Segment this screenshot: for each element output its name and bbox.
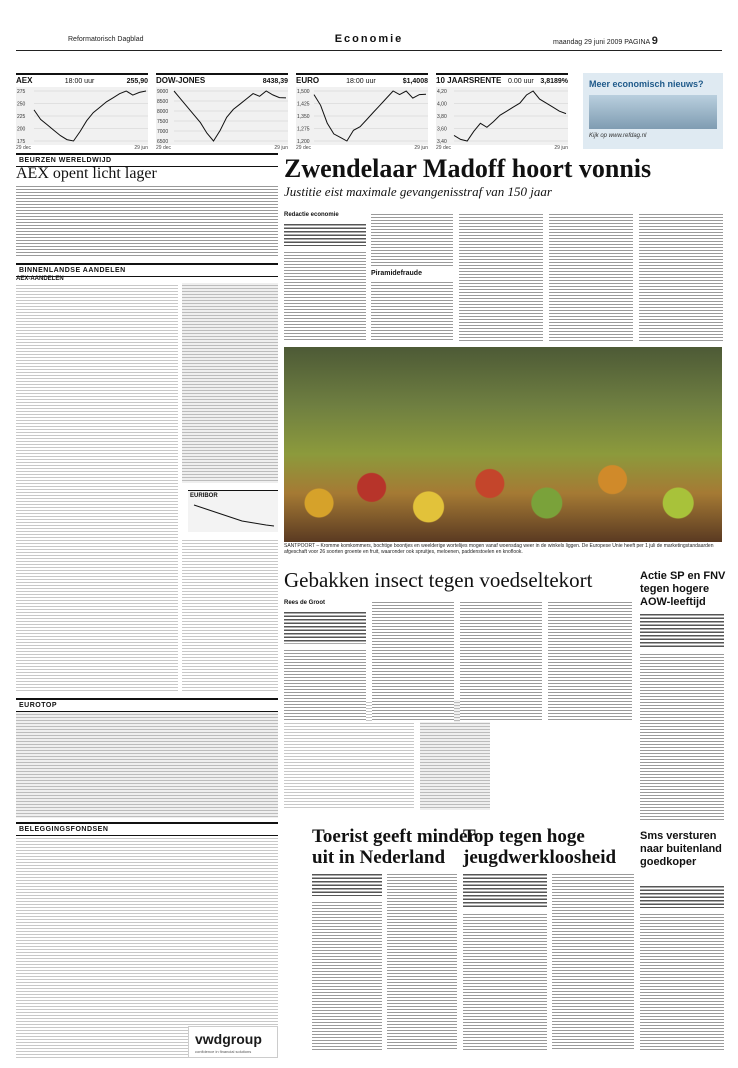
main-col-3 xyxy=(459,212,543,342)
eurotop-table xyxy=(16,712,278,818)
table-title-binnenland: BINNENLANDSE AANDELEN xyxy=(16,263,278,277)
chart-aex-x-end: 29 jun xyxy=(134,145,148,151)
y-tick-label: 225 xyxy=(17,114,26,120)
y-tick-label: 3,80 xyxy=(437,114,447,120)
funds-table xyxy=(16,836,278,1058)
ad-image xyxy=(589,95,717,129)
photo-caption: SANTPOORT – Kromme komkommers, bochtige boontjes en weelderige wortelijes mogen vanaf woensdag weer in de winkels liggen. De Europese Unie heeft per 1 juli de marketingstandaarden afgeschaft voor 26 soorten groente en fruit, waaronder ook spruitjes, meloenen, paddenstoelen en knoflook. xyxy=(284,543,714,555)
toerist-col-2 xyxy=(387,872,457,1050)
issue-date: maandag 29 juni 2009 xyxy=(553,39,623,46)
chart-euro-time: 18:00 uur xyxy=(346,78,376,85)
y-tick-label: 1,425 xyxy=(297,101,310,108)
aex-article-text xyxy=(16,184,278,256)
main-col-5 xyxy=(639,212,723,342)
euribor-chart xyxy=(188,490,278,532)
date-page xyxy=(553,35,658,47)
acte-lead xyxy=(640,612,724,648)
sms-lead xyxy=(640,884,724,908)
main-subheadline: Justitie eist maximale gevangenisstraf van 150 jaar xyxy=(284,184,552,199)
euribor-line xyxy=(188,491,278,533)
chart-aex-x-start: 29 dec xyxy=(16,145,32,151)
aex-headline: AEX opent licht lager xyxy=(16,165,157,182)
acte-headline: Actie SP en FNV tegen hogere AOW-leeftijd xyxy=(640,570,726,608)
y-tick-label: 4,20 xyxy=(437,89,447,95)
chart-aex xyxy=(16,73,148,149)
main-lead xyxy=(284,222,366,246)
stock-table-left xyxy=(16,283,178,693)
chart-aex-value: 255,90 xyxy=(126,78,148,85)
chart-rente xyxy=(436,73,568,149)
chart-euro-x-start: 29 dec xyxy=(296,145,312,151)
chart-rente-plot xyxy=(436,87,568,145)
vwd-ad[interactable] xyxy=(188,1026,278,1058)
y-tick-label: 250 xyxy=(17,101,26,108)
chart-rente-x-end: 29 jun xyxy=(554,145,568,151)
page-label: PAGINA xyxy=(624,39,650,46)
y-tick-label: 7000 xyxy=(157,129,169,135)
chart-dow-name: DOW-JONES xyxy=(156,76,206,85)
gebak-col-2 xyxy=(372,600,454,722)
chart-aex-plot xyxy=(16,87,148,145)
top-col-1 xyxy=(463,912,547,1050)
chart-euro-value: $1,4008 xyxy=(402,78,428,85)
chart-dow xyxy=(156,73,288,149)
chart-dow-x-start: 29 dec xyxy=(156,145,172,151)
y-tick-label: 1,275 xyxy=(297,126,310,133)
y-tick-label: 8000 xyxy=(157,109,169,115)
masthead-rule xyxy=(16,50,722,51)
ad-title: Meer economisch nieuws? xyxy=(589,79,704,89)
stock-table-right xyxy=(182,283,278,483)
acte-col xyxy=(640,652,724,822)
chart-dow-plot xyxy=(156,87,288,145)
top-lead xyxy=(463,872,547,908)
y-tick-label: 3,40 xyxy=(437,139,447,145)
gebak-lead xyxy=(284,610,366,644)
y-tick-label: 200 xyxy=(17,126,26,133)
gebak-headline: Gebakken insect tegen voedseltekort xyxy=(284,568,593,592)
box-title: Piramidefraude xyxy=(371,270,422,277)
toerist-headline: Toerist geeft minder uit in Nederland xyxy=(312,826,476,868)
y-tick-label: 175 xyxy=(17,139,26,145)
main-col-1 xyxy=(284,250,366,342)
section-bar-beurzen: BEURZEN WERELDWIJD xyxy=(16,153,278,167)
sms-col xyxy=(640,912,724,1050)
chart-dow-value: 8438,39 xyxy=(262,78,288,85)
sms-headline: Sms versturen naar buitenland goedkoper xyxy=(640,830,722,868)
y-tick-label: 3,60 xyxy=(437,126,447,133)
y-tick-label: 7500 xyxy=(157,119,169,125)
chart-aex-time: 18:00 uur xyxy=(64,78,95,85)
y-tick-label: 9000 xyxy=(157,89,169,95)
gebak-col-3 xyxy=(460,600,542,722)
table-section-aex: AEX-AANDELEN xyxy=(16,276,64,282)
ad-link[interactable]: Kijk op www.refdag.nl xyxy=(589,133,647,139)
vwd-brand: vwdgroup xyxy=(195,1031,262,1047)
table-title-fondsen: BELEGGINGSFONDSEN xyxy=(16,822,278,836)
chart-euro xyxy=(296,73,428,149)
y-tick-label: 4,00 xyxy=(437,101,447,108)
chart-rente-value: 3,8189% xyxy=(540,78,568,85)
chart-dow-x-end: 29 jun xyxy=(274,145,288,151)
series-line xyxy=(174,91,286,141)
chart-euro-x-end: 29 jun xyxy=(414,145,428,151)
y-tick-label: 1,500 xyxy=(297,89,310,95)
chart-euro-name: EURO xyxy=(296,76,320,85)
chart-rente-time: 0.00 uur xyxy=(508,78,534,85)
y-tick-label: 1,200 xyxy=(297,139,310,145)
main-col-4 xyxy=(549,212,633,342)
refdag-ad[interactable] xyxy=(583,73,723,149)
y-tick-label: 1,350 xyxy=(297,114,310,120)
y-tick-label: 8500 xyxy=(157,99,169,105)
stock-table-right-2 xyxy=(182,538,278,693)
vegetables-photo xyxy=(284,347,722,542)
main-byline: Redactie economie xyxy=(284,212,339,218)
gebak-col-1 xyxy=(284,648,366,722)
vwd-tagline: confidence in financial solutions xyxy=(195,1049,252,1054)
top-col-2 xyxy=(552,872,634,1050)
toerist-lead xyxy=(312,872,382,896)
section-title: Economie xyxy=(334,33,404,45)
gebak-col-4 xyxy=(548,600,632,722)
main-col-2a xyxy=(371,212,453,266)
y-tick-label: 6500 xyxy=(157,139,169,145)
paper-name: Reformatorisch Dagblad xyxy=(68,36,144,43)
chart-rente-x-start: 29 dec xyxy=(436,145,452,151)
chart-euro-plot xyxy=(296,87,428,145)
toerist-col-1 xyxy=(312,900,382,1050)
main-col-2b xyxy=(371,280,453,342)
y-tick-label: 275 xyxy=(17,89,26,95)
gebak-byline: Rees de Groot xyxy=(284,600,326,606)
main-headline: Zwendelaar Madoff hoort vonnis xyxy=(284,154,652,183)
top-headline: Top tegen hoge jeugdwerkloosheid xyxy=(463,826,617,868)
page-number: 9 xyxy=(651,35,658,47)
chart-rente-name: 10 JAARSRENTE xyxy=(436,76,502,85)
table-title-eurotop: EUROTOP xyxy=(16,698,278,712)
euribor-label: EURIBOR xyxy=(190,493,218,499)
chart-aex-name: AEX xyxy=(16,76,33,85)
